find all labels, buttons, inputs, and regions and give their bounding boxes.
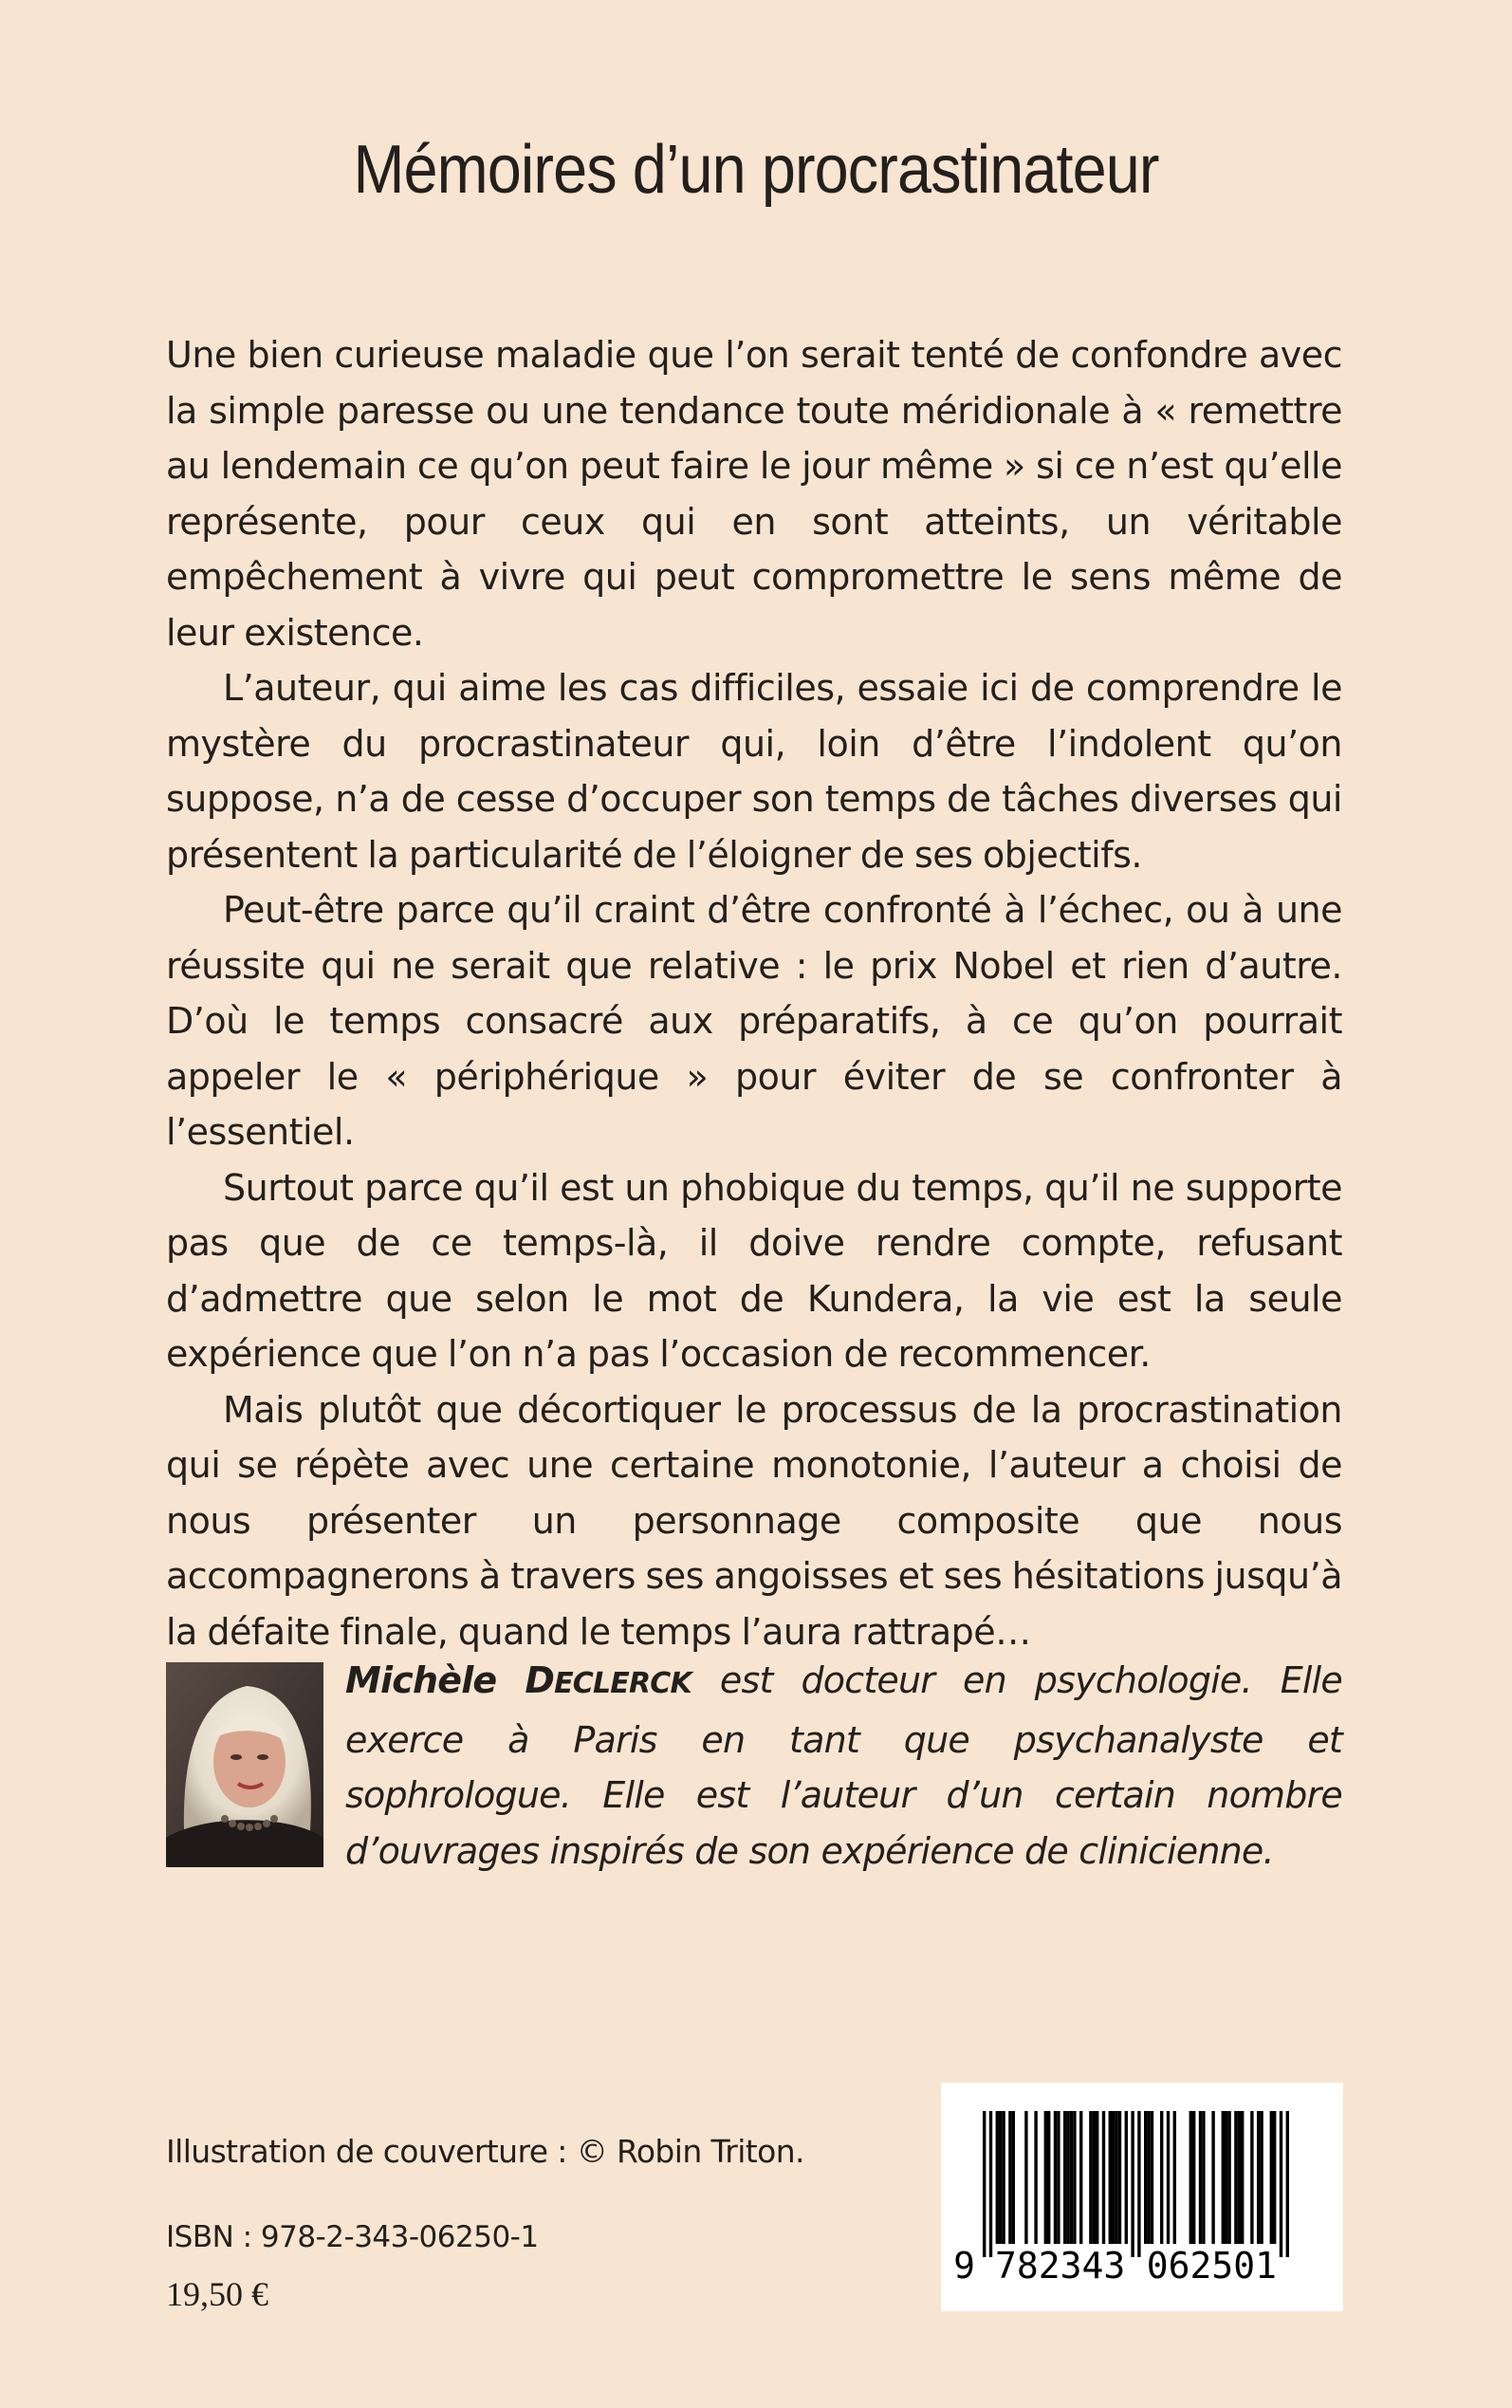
barcode-bar [1222,2111,1225,2244]
barcode-bar [1227,2111,1230,2244]
barcode-bar [1173,2111,1176,2244]
barcode-bar [1147,2111,1150,2244]
barcode-bar [1089,2111,1092,2244]
author-last-name [525,1659,691,1701]
barcode-bar [1109,2111,1112,2244]
barcode-bar [1093,2111,1096,2244]
barcode-bar [1257,2111,1260,2244]
barcode-bar [1066,2111,1069,2244]
barcode-bar [1054,2111,1057,2244]
author-first-name: Michèle [345,1659,497,1701]
barcode-bar [1047,2111,1050,2244]
barcode-bar [1260,2111,1263,2244]
barcode-bar [1192,2111,1195,2244]
barcode-bar [1250,2111,1253,2244]
barcode-bar [1286,2111,1289,2257]
author-last-name-rest: ECLERCK [554,1667,691,1700]
barcode-digits: 9 [953,2245,975,2287]
barcode-bar [1241,2111,1244,2244]
barcode-bar [1118,2111,1121,2244]
barcode-bar [1238,2111,1241,2244]
barcode-bar [1202,2111,1205,2244]
cover-illustration-credit: Illustration de couverture : © Robin Triton. [166,2133,804,2170]
back-cover-blurb [166,327,1342,1659]
blurb-paragraph-1: Une bien curieuse maladie que l’on serait tenté de confondre avec la simple paresse ou une tendance toute méridionale à « remettre au lendemain ce qu’on peut faire le jour même » si ce n’est qu’elle représente, pour ceux qui en sont atteints, un véritable empêchement à vivre qui peut compromettre le sens même de leur existence. [166,334,1342,654]
barcode-bar [1131,2111,1134,2257]
barcode-bar [1211,2111,1214,2244]
author-photo [166,1662,323,1867]
barcode-bar [1225,2111,1227,2244]
blurb-paragraph-4: Surtout parce qu’il est un phobique du temps, qu’il ne supporte pas que de ce temps-là, il doive rendre compte, refusant d’admettre que selon le mot de Kundera, la vie est la seule expérience que l’on n’a pas l’occasion de recommencer. [166,1166,1342,1375]
barcode-graphic [941,2083,1343,2311]
barcode-bar [1063,2111,1066,2244]
barcode-bar [1012,2111,1015,2244]
barcode-bar [1073,2111,1076,2244]
barcode-bar [1096,2111,1098,2244]
barcode-bar [1115,2111,1117,2244]
barcode-bar [1125,2111,1128,2244]
barcode-bar [1270,2111,1273,2244]
blurb-paragraph-5: Mais plutôt que décortiquer le processus de la procrastination qui se répète avec une certaine monotonie, l’auteur a choisi de nous présenter un personnage composite que nous accompagnerons à travers ses angoisses et ses hésitations jusqu’à la défaite finale, quand le temps l’aura rattrapé… [166,1388,1342,1653]
barcode [941,2083,1343,2311]
barcode-bar [1137,2111,1140,2257]
barcode-bar [1199,2111,1202,2244]
barcode-bar [1079,2111,1082,2244]
author-last-name-initial: D [525,1659,555,1701]
barcode-bar [1034,2111,1037,2244]
barcode-bar [1189,2111,1192,2244]
barcode-bar [1112,2111,1115,2244]
barcode-bar [1273,2111,1276,2244]
book-title: Mémoires d’un procrastinateur [353,132,1159,208]
barcode-bar [1024,2111,1027,2244]
barcode-bar [1151,2111,1153,2244]
barcode-bar [989,2111,992,2257]
barcode-bar [1167,2111,1170,2244]
blurb-paragraph-3: Peut-être parce qu’il craint d’être confronté à l’échec, ou à une réussite qui ne serait que relative : le prix Nobel et rien d’autre. D’où le temps consacré aux préparatifs, à ce qu’on pourrait appeler le « périphérique » pour éviter de se confronter à l’essentiel. [166,889,1342,1153]
barcode-bar [1002,2111,1005,2244]
author-bio [345,1653,1342,1879]
barcode-bar [996,2111,999,2244]
author-bio-text: est docteur en psychologie. Elle exerce à Paris en tant que psychanalyste et sophrologue. Elle est l’auteur d’un certain nombre d’ouvrages inspirés de son expérience de clinicienne. [345,1659,1343,1872]
barcode-bar [1044,2111,1047,2244]
barcode-bar [1070,2111,1073,2244]
barcode-bar [1102,2111,1105,2244]
barcode-bar [1234,2111,1237,2244]
barcode-bar [999,2111,1002,2244]
barcode-bar [1008,2111,1011,2244]
barcode-bar [1057,2111,1060,2244]
barcode-bar [1144,2111,1147,2244]
barcode-bar [1160,2111,1163,2244]
barcode-bar [983,2111,986,2257]
barcode-digits: 782343 [994,2245,1126,2287]
blurb-paragraph-2: L’auteur, qui aime les cas difficiles, essaie ici de comprendre le mystère du procrastinateur qui, loin d’être l’indolent qu’on suppose, n’a de cesse d’occuper son temps de tâches diverses qui présentent la particularité de l’éloigner de ses objectifs. [166,667,1342,876]
barcode-digits: 062501 [1146,2245,1278,2287]
isbn: ISBN : 978-2-343-06250-1 [166,2220,539,2254]
barcode-bar [1280,2111,1282,2257]
price: 19,50 € [166,2275,268,2313]
